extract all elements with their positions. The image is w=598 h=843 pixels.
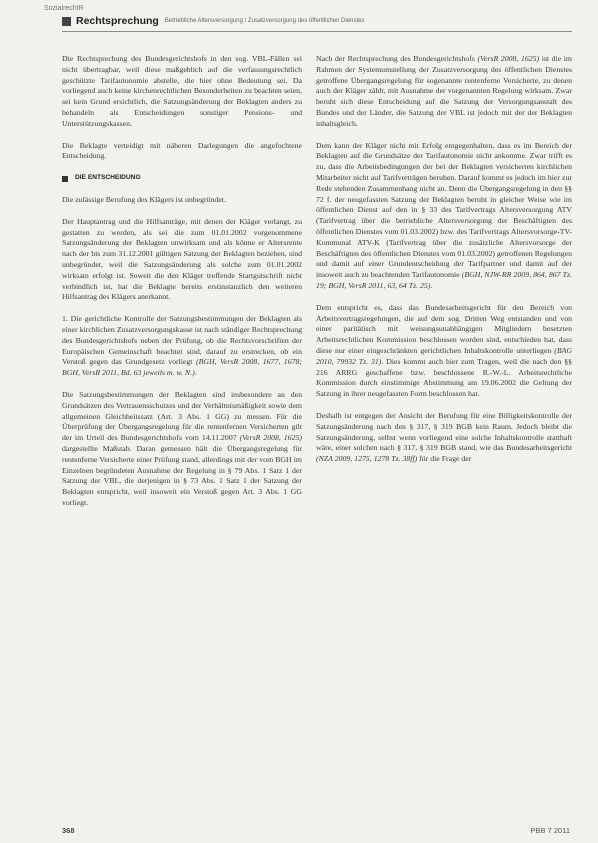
paragraph-text: Nach der Rechtsprechung des Bundesgerichtshofs: [316, 54, 478, 63]
citation: (VersR 2008, 1625): [477, 54, 540, 63]
paragraph: [62, 141, 302, 163]
paragraph-text: dargestellte Maßstab. Daran gemessen hält die Übergangsregelung für rentenferne Versicherte einer Prüfung stand, allerdings mit der vom BGH im Einzelnen begründeten Ausnahme der Regelung in § 79 Abs. 1 Satz 1 der Satzung der VBL, die derjenigen in § 73 Abs. 1 Satz 1 der Satzung der Beklagten entspricht, weil insoweit ein Verstoß gegen Art. 3 Abs. 1 GG vorliegt.: [62, 443, 302, 507]
citation: (BGH, VersR 2008, 1677, 1678; BGH, VersR 2011, Bd. 63 jeweils m. w. N.): [62, 357, 302, 378]
citation: (BAG 2010, 79932 Tz. 31): [316, 345, 572, 366]
page-title: Rechtsprechung: [76, 15, 159, 27]
citation: (BGH, NJW-RR 2009, 864, 867 Tz. 19; BGH, VersR 2011, 63, 64 Tz. 25): [316, 270, 572, 290]
page-subtitle: Betriebliche Altersversorgung / Zusatzversorgung des öffentlichen Dienstes: [164, 18, 365, 24]
page-header: [62, 15, 572, 27]
paragraph-text: .: [194, 368, 197, 378]
paragraph-text: 1. Die gerichtliche Kontrolle der Satzungsbestimmungen der Beklagten als einer kirchlichen Zusatzversorgungskasse ist nach ständiger Rechtsprechung des Bundesgerichtshofs neben der Prüfung, ob die Rechtsvorschriften der Europäischen Gemeinschaft beachtet sind, darauf zu erstrecken, ob ein Verstoß gegen das Grundgesetz vorliegt: [62, 314, 302, 367]
right-column: [316, 54, 572, 476]
heading-text: DIE ENTSCHEIDUNG: [75, 174, 141, 182]
page-number: 368: [62, 826, 75, 835]
header-marker: [62, 17, 71, 26]
paragraph-text: .: [430, 280, 433, 290]
paragraph: [62, 54, 302, 130]
paragraph: [62, 390, 302, 509]
paragraph-text: Der Hauptantrag und die Hilfsanträge, mit denen der Kläger verlangt, zu gestatten zu werden, als sei die zum 01.01.2002 vorgenommene Satzungsänderung der Beklagten unwirksam und als könne er Altersrente nach der bis zum 31.12.2001 gültigen Satzung der Beklagten beziehen, sind unbegründet, weil die Satzungsänderung als solche zum 01.01.2002 wirksam erfolgt ist. Soweit die den Kläger treffende Startgutschrift nicht verbindlich ist, hat die Beklagte bereits erstinstanzlich den weiteren Hilfsantrag des Klägers anerkannt.: [62, 216, 302, 302]
paragraph: [62, 195, 302, 206]
citation: (NZA 2009, 1275, 1278 Tz. 38ff): [316, 454, 418, 464]
paragraph-text: Dem kann der Kläger nicht mit Erfolg entgegenhalten, dass es im Bereich der Beklagten auf die Grundsätze der Tarifautonomie nicht ankomme. Zwar trifft es zu, dass die Arbeitsbedingungen der bei der Beklagten versicherten kirchlichen Mitarbeiter nicht auf Tarifverträgen beruhen. Darauf kommt es jedoch im hier zur Rede stehenden Zusammenhang nicht an. Denn die Übergangsregelung in den §§ 72 f. der neugefassten Satzung der Beklagten beruht in gleicher Weise wie im öffentlichen Dienst auf den in § 33 des Tarifvertrags Altersversorgung ATV (Tarifvertrag über die betriebliche Altersversorgung der Beschäftigten des öffentlichen Dienstes vom 01.03.2002) bzw. des Tarifvertrags Altersvorsorge-TV-Kommunal ATV-K (Tarifvertrag über die zusätzliche Altersvorsorge der Beschäftigten des öffentlichen Dienstes vom 01.03.2002) getroffenen Regelungen und damit auf einer Grundentscheidung der Tarifpartner und damit auf der insoweit auch zu beachtenden Tarifautonomie: [316, 140, 572, 280]
paragraph: [316, 141, 572, 292]
paragraph-text: Die Rechtsprechung des Bundesgerichtshofs in den sog. VBL-Fällen sei nicht übertragbar, weil diese maßgeblich auf die verfassungsrechtlich geschützte Tarifautonomie abstelle, die hier ohne Bedeutung sei. Da vorliegend auch keine kirchenrechtlichen Besonderheiten zu beachten seien, sei kein Grund ersichtlich, die Satzungsänderung der Beklagten anders zu behandeln als Entscheidungen sonstiger Pensions- und Unterstützungskassen.: [62, 54, 302, 128]
paragraph: [316, 54, 572, 130]
paragraph-text: für die Frage der: [417, 454, 472, 464]
section-label: SozialrechtR: [44, 5, 84, 12]
citation: (VersR 2008, 1625): [239, 433, 302, 443]
paragraph-text: Deshalb ist entgegen der Ansicht der Berufung für eine Billigkeitskontrolle der Satzungsänderung nach den § 317, § 319 BGB kein Raum. Jedoch bleibt die Satzungsänderung, selbst wenn vorliegend eine solche Inhaltskontrolle statthaft wäre, einer solchen nach § 317, § 319 BGB stand, wie das Bundesarbeitsgericht: [316, 410, 572, 453]
paragraph: [62, 314, 302, 379]
paragraph-text: Die Satzungsbestimmungen der Beklagten sind insbesondere an den Grundsätzen des Vertrauensschutzes und der Verhältnismäßigkeit sowie dem allgemeinen Gleichheitssatz (Art. 3 Abs. 1 GG) zu messen. Für die Überprüfung der Übergangsregelung für die rentenfernen Versicherten gilt der im Urteil des Bundesgerichtshofs vom 14.11.2007: [62, 389, 302, 443]
paragraph: [316, 411, 572, 465]
journal-reference: PBB 7 2011: [530, 826, 570, 835]
header-rule: [62, 31, 572, 32]
paragraph: [316, 303, 572, 400]
heading-marker: [62, 176, 68, 182]
section-heading: [62, 173, 302, 184]
paragraph-text: Dem entspricht es, dass das Bundesarbeitsgericht für den Bereich von Arbeitsvertragsregelungen, die auf dem sog. Dritten Weg entstanden und von einer paritätisch mit weisungsunabhängigen Mitgliedern besetzten Arbeitsrechtlichen Kommission beschlossen worden sind, entschieden hat, dass diese nur einer eingeschränkten gerichtlichen Inhaltskontrolle unterliegen: [316, 302, 572, 355]
paragraph: [62, 217, 302, 303]
paragraph-text: ist die im Rahmen der Systemumstellung der Zusatzversorgung des öffentlichen Dienstes getroffene Übergangsregelung für sogenannte rentenferne Versicherte, zu denen auch der Kläger zählt, mit Ausnahme der vorgenannten Regelung wirksam. Zwar beruht sich diese Entscheidung auf die Satzung der Versorgungsanstalt des Bundes und der Länder, die Satzung der VBL ist jedoch mit der der Beklagten inhaltsgleich.: [316, 54, 572, 128]
paragraph-text: Die zulässige Berufung des Klägers ist unbegründet.: [62, 194, 226, 204]
paragraph-text: Die Beklagte verteidigt mit näheren Darlegungen die angefochtene Entscheidung.: [62, 140, 302, 161]
left-column: [62, 54, 302, 520]
paragraph-text: . Dies kommt auch hier zum Tragen, weil die nach den §§ 216 ARRG geschaffene bzw. beschlossene R.-W.-L. Arbeitsrechtliche Kommission durch einstimmige Abstimmung am 19.06.2002 die Geltung der Satzung in ihrer neugefassten Form beschlossen hat.: [316, 356, 572, 399]
